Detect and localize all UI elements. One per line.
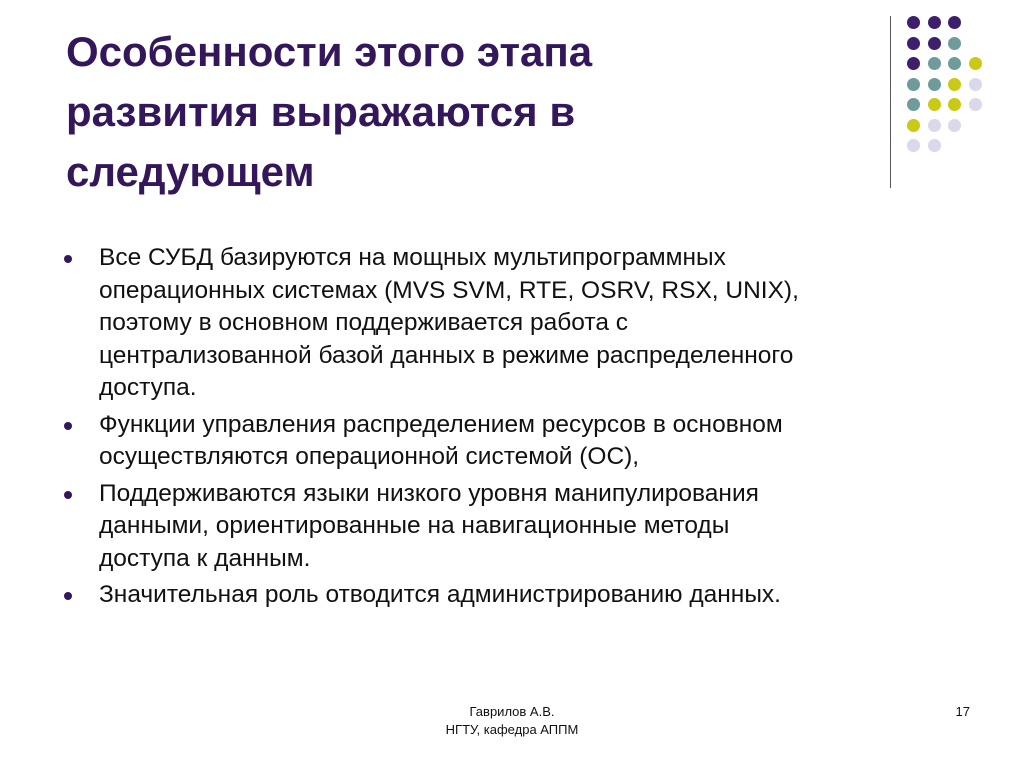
decorative-dot xyxy=(907,57,920,70)
bullet-item xyxy=(62,409,972,474)
decorative-dot xyxy=(928,16,941,29)
slide-title xyxy=(66,22,826,202)
bullet-line: Функции управления распределением ресурсов в основном xyxy=(99,410,783,438)
decorative-dot xyxy=(907,78,920,91)
decorative-dot xyxy=(907,98,920,111)
decorative-dot xyxy=(928,119,941,132)
bullet-line: данными, ориентированные на навигационные методы xyxy=(99,512,730,539)
bullet-line: доступа. xyxy=(99,374,197,401)
decorative-dot xyxy=(948,37,961,50)
decorative-dot xyxy=(907,119,920,132)
bullet-dot-icon xyxy=(64,255,72,263)
bullet-line: осуществляются операционной системой (ОС), xyxy=(99,443,640,470)
title-line: Особенности этого этапа xyxy=(66,28,593,75)
bullet-item xyxy=(62,478,972,576)
decorative-dot xyxy=(928,57,941,70)
footer-author: Гаврилов А.В. xyxy=(469,704,555,719)
bullet-list xyxy=(62,242,972,616)
decorative-dot xyxy=(907,16,920,29)
bullet-dot-icon xyxy=(64,491,72,499)
decorative-dot xyxy=(928,78,941,91)
decorative-dot xyxy=(948,57,961,70)
bullet-line: централизованной базой данных в режиме распределенного xyxy=(99,341,794,369)
bullet-item xyxy=(62,242,972,405)
bullet-line: Все СУБД базируются на мощных мультипрограммных xyxy=(99,244,726,271)
bullet-line: доступа к данным. xyxy=(99,544,311,572)
decorative-dot-grid xyxy=(907,16,1007,166)
bullet-line: операционных системах (MVS SVM, RTE, OSRV, RSX, UNIX), xyxy=(99,276,799,304)
decorative-dot xyxy=(948,78,961,91)
decorative-dot xyxy=(928,98,941,111)
decorative-dot xyxy=(907,139,920,152)
bullet-dot-icon xyxy=(64,422,72,430)
bullet-line: поэтому в основном поддерживается работа с xyxy=(99,309,628,336)
decorative-dot xyxy=(928,37,941,50)
vertical-divider xyxy=(890,16,891,188)
footer-department: НГТУ, кафедра АППМ xyxy=(445,722,579,737)
page-number: 17 xyxy=(955,704,970,719)
decorative-dot xyxy=(928,139,941,152)
decorative-dot xyxy=(969,78,982,91)
decorative-dot xyxy=(948,119,961,132)
bullet-line: Поддерживаются языки низкого уровня манипулирования xyxy=(99,479,759,507)
decorative-dot xyxy=(969,57,982,70)
decorative-dot xyxy=(948,98,961,111)
footer xyxy=(412,703,612,739)
bullet-dot-icon xyxy=(64,592,72,600)
decorative-dot xyxy=(969,98,982,111)
title-line: следующем xyxy=(66,148,315,195)
decorative-dot xyxy=(907,37,920,50)
title-line: развития выражаются в xyxy=(66,88,576,135)
decorative-dot xyxy=(948,16,961,29)
bullet-line: Значительная роль отводится администрированию данных. xyxy=(99,581,781,608)
bullet-item xyxy=(62,579,972,612)
